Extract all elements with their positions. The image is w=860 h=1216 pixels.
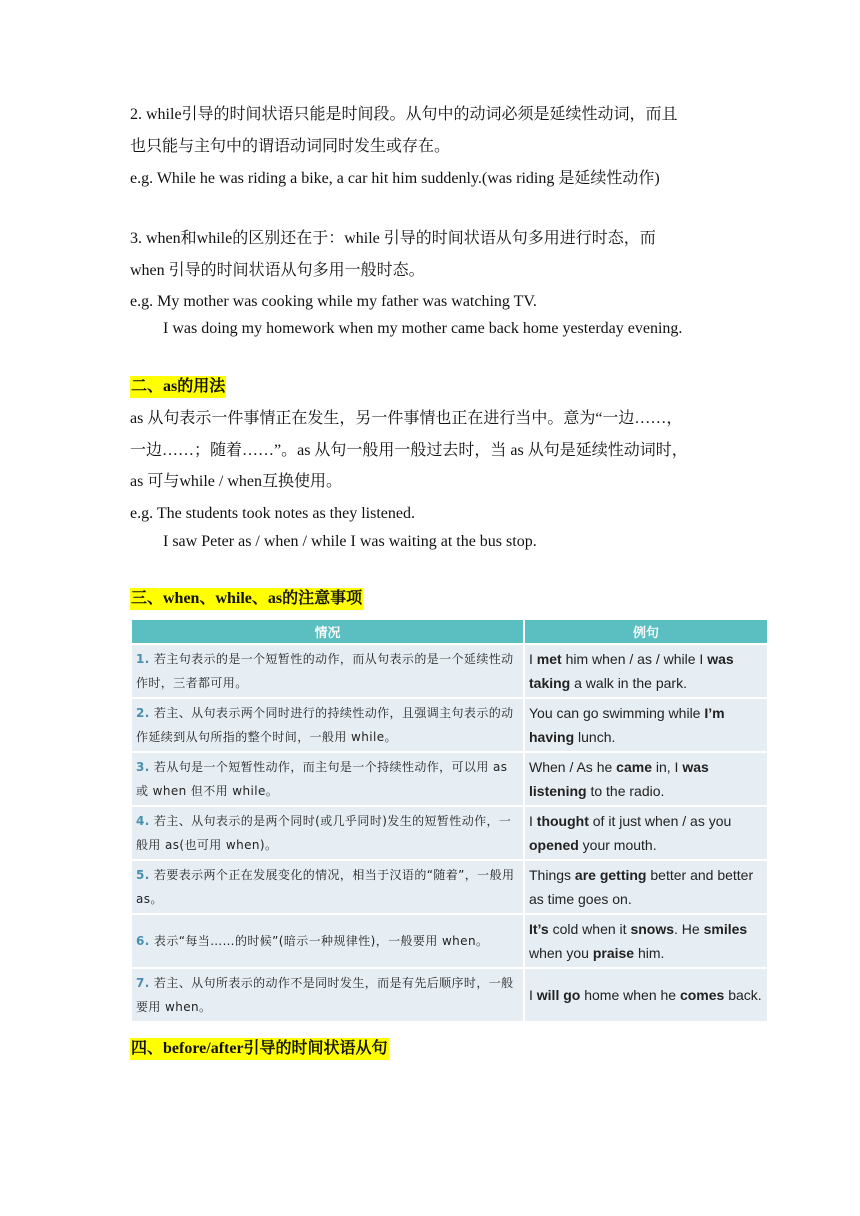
while-point3-example1: e.g. My mother was cooking while my father was watching TV. — [130, 293, 537, 310]
example-text: Things — [529, 867, 575, 883]
example-text: of it just when / as you — [588, 813, 732, 829]
example-text: I — [529, 813, 537, 829]
situation-cell — [131, 968, 524, 1022]
example-text: home when he — [580, 987, 680, 1003]
table-row — [131, 860, 768, 914]
example-text: When / As he — [529, 759, 617, 775]
row-number: 2. — [136, 706, 150, 720]
situation-text: 若从句是一个短暂性动作，而主句是一个持续性动作，可以用 as 或 when 但不用 while。 — [136, 760, 508, 798]
example-keyword: was taking — [529, 651, 734, 691]
while-point2-line2: 也只能与主句中的谓语动词同时发生或存在。 — [130, 138, 451, 155]
table-body — [131, 644, 768, 1022]
example-cell — [524, 914, 768, 968]
example-keyword: smiles — [703, 921, 748, 937]
example-text: to the radio. — [586, 783, 665, 799]
situation-text: 若要表示两个正在发展变化的情况，相当于汉语的“随着”，一般用 as。 — [136, 868, 515, 906]
example-cell — [524, 698, 768, 752]
situation-cell — [131, 860, 524, 914]
table-row — [131, 644, 768, 698]
section-heading-notes: 三、when、while、as的注意事项 — [130, 588, 363, 610]
example-keyword: It’s — [529, 921, 549, 937]
situation-cell — [131, 698, 524, 752]
example-text: lunch. — [574, 729, 616, 745]
example-text: I — [529, 987, 537, 1003]
example-cell — [524, 806, 768, 860]
table-row — [131, 914, 768, 968]
table-row — [131, 968, 768, 1022]
as-example1: e.g. The students took notes as they listened. — [130, 505, 415, 522]
example-text: I — [529, 651, 537, 667]
example-keyword: came — [616, 759, 652, 775]
situation-cell — [131, 752, 524, 806]
while-point3-line1: 3. when和while的区别还在于：while 引导的时间状语从句多用进行时态，而 — [130, 230, 656, 247]
as-line1: as 从句表示一件事情正在发生，另一件事情也正在进行当中。意为“一边……， — [130, 410, 683, 427]
while-point3-line2: when 引导的时间状语从句多用一般时态。 — [130, 262, 425, 279]
example-text: him. — [634, 945, 665, 961]
situation-text: 若主、从句表示两个同时进行的持续性动作，且强调主句表示的动作延续到从句所指的整个时间，一般用 while。 — [136, 706, 514, 744]
example-keyword: opened — [529, 837, 579, 853]
as-heading-line — [130, 376, 226, 398]
header-situation: 情况 — [131, 619, 524, 644]
example-keyword: was listening — [529, 759, 709, 799]
as-line2: 一边……；随着……”。as 从句一般用一般过去时，当 as 从句是延续性动词时， — [130, 442, 688, 459]
example-cell — [524, 968, 768, 1022]
example-cell — [524, 752, 768, 806]
example-keyword: comes — [679, 987, 725, 1003]
example-cell — [524, 860, 768, 914]
example-text: back. — [724, 987, 762, 1003]
example-text: a walk in the park. — [570, 675, 687, 691]
situation-text: 表示“每当……的时候”(暗示一种规律性)，一般要用 when。 — [149, 934, 489, 948]
situation-cell — [131, 806, 524, 860]
row-number: 7. — [136, 976, 150, 990]
example-cell — [524, 644, 768, 698]
example-text: your mouth. — [578, 837, 657, 853]
table-row — [131, 698, 768, 752]
section-heading-before-after: 四、before/after引导的时间状语从句 — [130, 1038, 389, 1060]
example-keyword: will go — [536, 987, 581, 1003]
while-point2-example: e.g. While he was riding a bike, a car hit him suddenly.(was riding 是延续性动作) — [130, 170, 660, 187]
while-point3-example2: I was doing my homework when my mother came back home yesterday evening. — [163, 320, 683, 337]
row-number: 3. — [136, 760, 150, 774]
header-example: 例句 — [524, 619, 768, 644]
example-text: in, I — [651, 759, 683, 775]
as-example2: I saw Peter as / when / while I was waiting at the bus stop. — [163, 533, 537, 550]
usage-notes-table — [130, 618, 769, 1023]
example-text: him when / as / while I — [561, 651, 708, 667]
example-keyword: met — [536, 651, 562, 667]
table-header-row — [131, 619, 768, 644]
row-number: 6. — [136, 934, 150, 948]
table-row — [131, 752, 768, 806]
situation-cell — [131, 914, 524, 968]
situation-cell — [131, 644, 524, 698]
example-text: You can go swimming while — [529, 705, 705, 721]
row-number: 5. — [136, 868, 150, 882]
example-text: when you — [529, 945, 593, 961]
situation-text: 若主、从句所表示的动作不是同时发生，而是有先后顺序时，一般要用 when。 — [136, 976, 514, 1014]
row-number: 1. — [136, 652, 150, 666]
example-text: better and better as time goes on. — [529, 867, 754, 907]
while-point2-line1: 2. while引导的时间状语只能是时间段。从句中的动词必须是延续性动词，而且 — [130, 106, 678, 123]
section-heading-as: 二、as的用法 — [130, 376, 226, 398]
example-text: . He — [674, 921, 704, 937]
before-after-heading-line — [130, 1038, 389, 1060]
example-keyword: praise — [592, 945, 635, 961]
example-keyword: are getting — [574, 867, 647, 883]
as-line3: as 可与while / when互换使用。 — [130, 473, 342, 490]
row-number: 4. — [136, 814, 150, 828]
table-row — [131, 806, 768, 860]
example-text: cold when it — [548, 921, 631, 937]
situation-text: 若主句表示的是一个短暂性的动作，而从句表示的是一个延续性动作时，三者都可用。 — [136, 652, 514, 690]
example-keyword: snows — [630, 921, 675, 937]
notes-heading-line — [130, 588, 363, 610]
example-keyword: thought — [536, 813, 589, 829]
example-keyword: I’m having — [529, 705, 725, 745]
situation-text: 若主、从句表示的是两个同时(或几乎同时)发生的短暂性动作，一般用 as(也可用 when)。 — [136, 814, 512, 852]
